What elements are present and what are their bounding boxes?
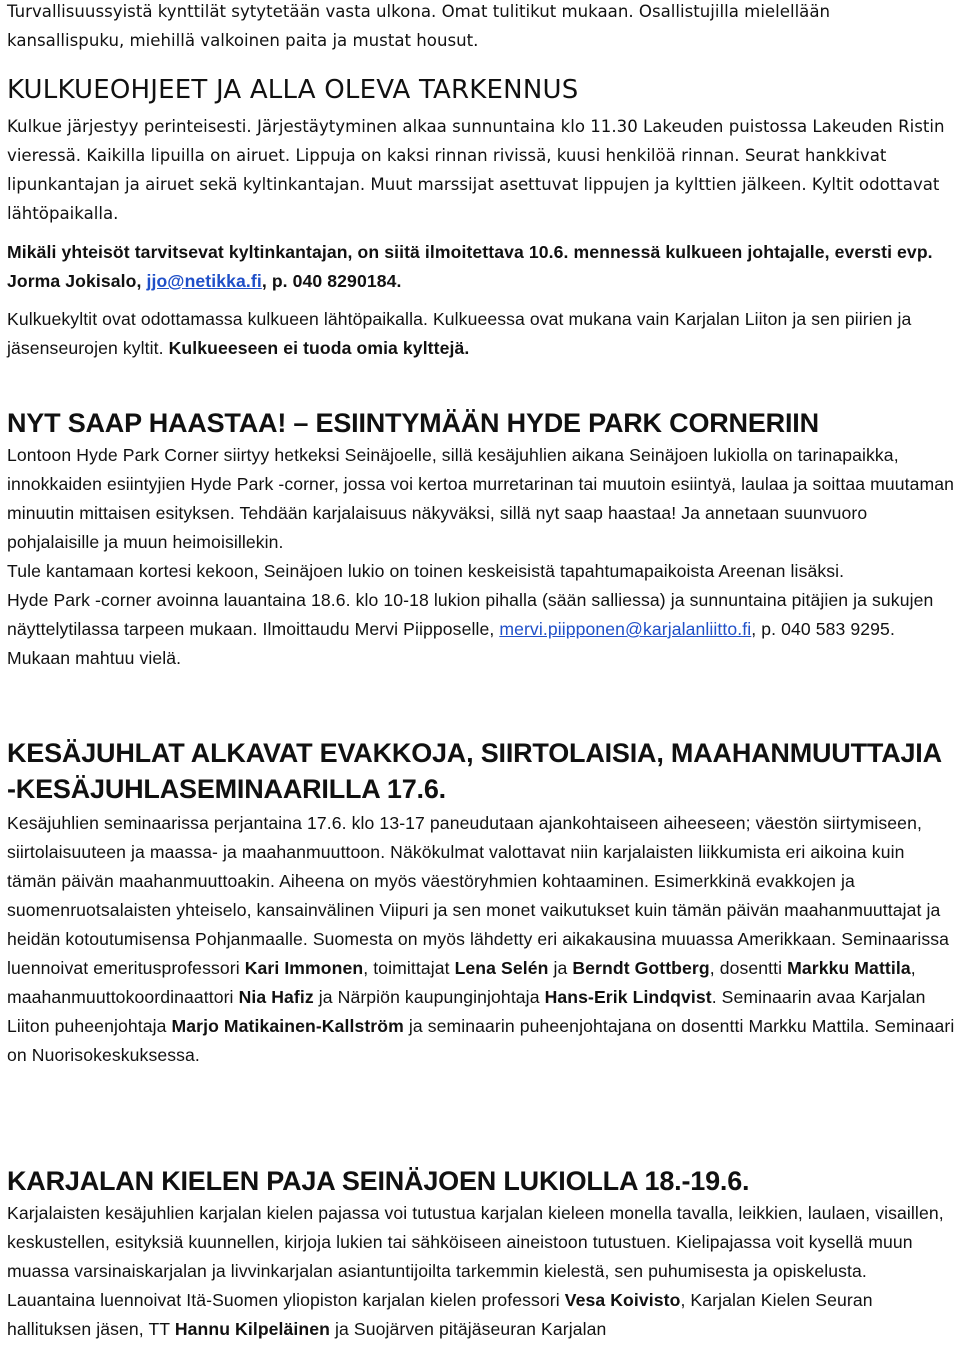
jjo-email-link[interactable]: jjo@netikka.fi xyxy=(146,271,262,291)
kulkue-paragraph-3 xyxy=(7,305,957,363)
hydepark-paragraph-3-text: Hyde Park -corner avoinna lauantaina 18.6. klo 10-18 lukion pihalla (sään salliessa) ja sunnuntaina pitäjien ja sukujen näyttelytilassa tarpeen mukaan. Ilmoittaudu Mervi Piipposelle, xyxy=(7,590,934,639)
intro-line-2: kansallispuku, miehillä valkoinen paita ja mustat housut. xyxy=(7,31,479,50)
paja-heading: KARJALAN KIELEN PAJA SEINÄJOEN LUKIOLLA 18.-19.6. xyxy=(7,1166,750,1196)
seminaari-text-6: ja Närpiön kaupunginjohtaja xyxy=(313,987,545,1007)
speaker-name: Nia Hafiz xyxy=(238,987,314,1007)
speaker-name: Marjo Matikainen-Kallström xyxy=(171,1016,404,1036)
kulkue-paragraph-2-text: Mikäli yhteisöt tarvitsevat kyltinkantajan, on siitä ilmoitettava 10.6. mennessä kulkueen johtajalle, eversti evp. Jorma Jokisalo, xyxy=(7,242,933,291)
seminaari-text-7: . Seminaarin avaa Karjalan Liiton puheenjohtaja xyxy=(7,987,926,1036)
speaker-name: Markku Mattila xyxy=(787,958,911,978)
paja-paragraph-2 xyxy=(7,1286,957,1344)
seminaari-paragraph xyxy=(7,809,957,1070)
seminaari-heading-line-1: KESÄJUHLAT ALKAVAT EVAKKOJA, SIIRTOLAISIA, MAAHANMUUTTAJIA xyxy=(7,738,942,768)
seminaari-section xyxy=(7,737,957,1070)
kulkue-heading: KULKUEOHJEET JA ALLA OLEVA TARKENNUS xyxy=(7,75,579,105)
speaker-name: Lena Selén xyxy=(454,958,549,978)
intro-line-1: Turvallisuussyistä kynttilät sytytetään vasta ulkona. Omat tulitikut mukaan. Osallistujilla mielellään xyxy=(7,2,831,21)
mervi-email-link[interactable]: mervi.piipponen@karjalanliitto.fi xyxy=(499,619,752,639)
seminaari-text-3: ja xyxy=(548,958,573,978)
seminaari-text-1: Kesäjuhlien seminaarissa perjantaina 17.6. klo 13-17 paneudutaan ajankohtaiseen aiheeseen; väestön siirtymiseen, siirtolaisuuteen ja maassa- ja maahanmuuttoon. Näkökulmat valottavat niin karjalaisten liikkumista eri aikoina kuin tämän päivän maahanmuuttoakin. Aiheena on myös väestöryhmien kohtaaminen. Esimerkkinä evakkojen ja suomenruotsalaisten yhteiselo, kansainvälinen Viipuri ja sen monet vaikutukset kuin tämän päivän maahanmuuttajat ja heidän kotoutumisensa Pohjanmaalle. Suomesta on myös lähdetty eri aikakausina muuassa Amerikkaan. Seminaarissa luennoivat emeritusprofessori xyxy=(7,813,950,978)
paja-section xyxy=(7,1165,957,1344)
speaker-name: Berndt Gottberg xyxy=(572,958,710,978)
kulkue-paragraph-2-phone: , p. 040 8290184. xyxy=(261,271,402,291)
kulkue-paragraph-1: Kulkue järjestyy perinteisesti. Järjestäytyminen alkaa sunnuntaina klo 11.30 Lakeuden puistossa Lakeuden Ristin vieressä. Kaikilla lipuilla on airuet. Lippuja on kaksi rinnan rivissä, kuusi henkilöä rinnan. Seurat hankkivat lipunkantajan ja airuet sekä kyltinkantajan. Muut marssijat asettuvat lippujen ja kylttien jälkeen. Kyltit odottavat lähtöpaikalla. xyxy=(7,117,945,223)
speaker-name: Hannu Kilpeläinen xyxy=(174,1319,330,1339)
speaker-name: Vesa Koivisto xyxy=(564,1290,681,1310)
paja-text-3: ja Suojärven pitäjäseuran Karjalan xyxy=(330,1319,607,1339)
kulkue-section xyxy=(7,74,957,363)
kulkue-paragraph-2 xyxy=(7,238,957,296)
hydepark-paragraph-3-tail: , p. 040 583 9295. Mukaan mahtuu vielä. xyxy=(7,619,895,668)
intro-section xyxy=(7,0,957,55)
seminaari-text-8: ja seminaarin puheenjohtajana on dosentti Markku Mattila. Seminaari on Nuorisokeskuksessa. xyxy=(7,1016,955,1065)
hydepark-paragraph-1: Lontoon Hyde Park Corner siirtyy hetkeksi Seinäjoelle, sillä kesäjuhlien aikana Seinäjoen lukiolla on tarinapaikka, innokkaiden esiintyjien Hyde Park -corner, jossa voi kertoa murretarinan tai muutoin esiintyä, laulaa ja soittaa muutaman minuutin mittaisen esityksen. Tehdään karjalaisuus näkyväksi, sillä nyt saap haastaa! Ja annetaan suunvuoro pohjalaisille ja muun heimoisillekin. xyxy=(7,445,954,552)
kulkue-paragraph-3-bold: Kulkueeseen ei tuoda omia kylttejä. xyxy=(168,338,470,358)
paja-paragraph-1: Karjalaisten kesäjuhlien karjalan kielen pajassa voi tutustua karjalan kieleen monella tavalla, leikkien, laulaen, visaillen, keskustellen, esityksiä kuunnellen, kirjoja lukien tai sähköiseen aineistoon tutustuen. Kielipajassa voit kysellä muun muassa varsinaiskarjalan ja livvinkarjalan asiantuntijoilta tarkemmin kielestä, sen puhumisesta ja opiskelusta. xyxy=(7,1203,944,1281)
seminaari-text-4: , dosentti xyxy=(709,958,788,978)
hydepark-paragraph-3 xyxy=(7,586,957,673)
hydepark-section xyxy=(7,407,957,673)
seminaari-text-2: , toimittajat xyxy=(363,958,455,978)
hydepark-paragraph-2: Tule kantamaan kortesi kekoon, Seinäjoen lukio on toinen keskeisistä tapahtumapaikoista Areenan lisäksi. xyxy=(7,561,845,581)
paja-text-1: Lauantaina luennoivat Itä-Suomen yliopiston karjalan kielen professori xyxy=(7,1290,565,1310)
hydepark-heading: NYT SAAP HAASTAA! – ESIINTYMÄÄN HYDE PARK CORNERIIN xyxy=(7,408,819,438)
seminaari-text-5: , maahanmuuttokoordinaattori xyxy=(7,958,916,1007)
speaker-name: Kari Immonen xyxy=(244,958,364,978)
paja-text-2: , Karjalan Kielen Seuran hallituksen jäsen, TT xyxy=(7,1290,873,1339)
speaker-name: Hans-Erik Lindqvist xyxy=(544,987,712,1007)
seminaari-heading-line-2: -KESÄJUHLASEMINAARILLA 17.6. xyxy=(7,774,446,804)
kulkue-paragraph-3-text: Kulkuekyltit ovat odottamassa kulkueen lähtöpaikalla. Kulkueessa ovat mukana vain Karjalan Liiton ja sen piirien ja jäsenseurojen kyltit. xyxy=(7,309,912,358)
